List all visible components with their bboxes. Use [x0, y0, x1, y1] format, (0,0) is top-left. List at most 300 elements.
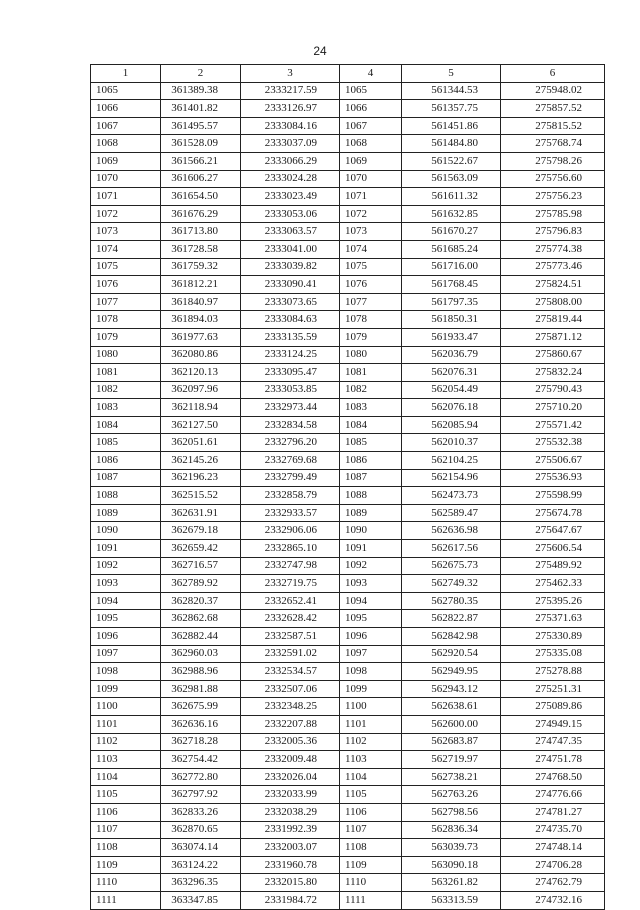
table-cell: 1077: [91, 293, 161, 311]
table-cell: 275790.43: [501, 381, 605, 399]
table-cell: 2332348.25: [241, 698, 340, 716]
table-cell: 1092: [340, 557, 402, 575]
table-cell: 275857.52: [501, 100, 605, 118]
table-header-row: [91, 65, 605, 83]
table-cell: 563090.18: [402, 856, 501, 874]
table-cell: 275571.42: [501, 416, 605, 434]
table-cell: 1076: [91, 276, 161, 294]
table-row: [91, 346, 605, 364]
table-cell: 2332652.41: [241, 592, 340, 610]
table-cell: 562842.98: [402, 628, 501, 646]
table-cell: 362716.57: [161, 557, 241, 575]
table-cell: 562798.56: [402, 803, 501, 821]
table-cell: 275832.24: [501, 364, 605, 382]
table-row: [91, 434, 605, 452]
table-cell: 1080: [340, 346, 402, 364]
table-cell: 1065: [340, 82, 402, 100]
table-cell: 2333124.25: [241, 346, 340, 364]
table-cell: 562636.98: [402, 522, 501, 540]
table-cell: 1071: [91, 188, 161, 206]
table-cell: 562085.94: [402, 416, 501, 434]
table-cell: 2333090.41: [241, 276, 340, 294]
table-row: [91, 311, 605, 329]
table-cell: 362080.86: [161, 346, 241, 364]
table-cell: 275808.00: [501, 293, 605, 311]
table-cell: 275278.88: [501, 663, 605, 681]
table-cell: 563039.73: [402, 839, 501, 857]
table-cell: 275756.60: [501, 170, 605, 188]
table-cell: 1103: [91, 751, 161, 769]
table-cell: 1075: [91, 258, 161, 276]
table-cell: 2332591.02: [241, 645, 340, 663]
table-cell: 2332033.99: [241, 786, 340, 804]
table-cell: 362118.94: [161, 399, 241, 417]
table-cell: 1084: [340, 416, 402, 434]
table-row: [91, 768, 605, 786]
table-cell: 361566.21: [161, 152, 241, 170]
table-cell: 1078: [91, 311, 161, 329]
table-cell: 2333073.65: [241, 293, 340, 311]
table-row: [91, 698, 605, 716]
table-cell: 1087: [340, 469, 402, 487]
table-cell: 274949.15: [501, 715, 605, 733]
table-cell: 1110: [340, 874, 402, 892]
table-row: [91, 399, 605, 417]
table-cell: 1073: [91, 223, 161, 241]
table-cell: 1070: [91, 170, 161, 188]
table-cell: 561357.75: [402, 100, 501, 118]
table-cell: 1090: [340, 522, 402, 540]
table-cell: 275330.89: [501, 628, 605, 646]
table-cell: 2332906.06: [241, 522, 340, 540]
table-cell: 275824.51: [501, 276, 605, 294]
table-row: [91, 715, 605, 733]
table-cell: 1097: [91, 645, 161, 663]
table-cell: 1086: [91, 452, 161, 470]
table-cell: 361894.03: [161, 311, 241, 329]
table-cell: 274748.14: [501, 839, 605, 857]
table-cell: 2333217.59: [241, 82, 340, 100]
table-cell: 2332587.51: [241, 628, 340, 646]
table-row: [91, 117, 605, 135]
table-cell: 362882.44: [161, 628, 241, 646]
table-cell: 1093: [91, 575, 161, 593]
table-cell: 361977.63: [161, 328, 241, 346]
table-cell: 1090: [91, 522, 161, 540]
table-cell: 1084: [91, 416, 161, 434]
table-cell: 274768.50: [501, 768, 605, 786]
table-cell: 2333084.16: [241, 117, 340, 135]
table-cell: 1108: [91, 839, 161, 857]
table-cell: 361606.27: [161, 170, 241, 188]
table-cell: 1079: [91, 328, 161, 346]
table-cell: 562920.54: [402, 645, 501, 663]
table-cell: 562036.79: [402, 346, 501, 364]
table-cell: 362988.96: [161, 663, 241, 681]
table-cell: 562836.34: [402, 821, 501, 839]
table-cell: 1066: [340, 100, 402, 118]
table-cell: 2333063.57: [241, 223, 340, 241]
coordinates-table: [90, 64, 605, 910]
table-cell: 275647.67: [501, 522, 605, 540]
table-cell: 1095: [91, 610, 161, 628]
table-cell: 561522.67: [402, 152, 501, 170]
table-cell: 1069: [91, 152, 161, 170]
table-cell: 1094: [340, 592, 402, 610]
table-cell: 563313.59: [402, 891, 501, 909]
table-cell: 2332207.88: [241, 715, 340, 733]
table-row: [91, 645, 605, 663]
table-cell: 275773.46: [501, 258, 605, 276]
table-row: [91, 557, 605, 575]
table-cell: 2333095.47: [241, 364, 340, 382]
table-cell: 362051.61: [161, 434, 241, 452]
table-cell: 1083: [91, 399, 161, 417]
table-cell: 275489.92: [501, 557, 605, 575]
table-cell: 562473.73: [402, 487, 501, 505]
table-row: [91, 276, 605, 294]
table-cell: 1068: [340, 135, 402, 153]
table-row: [91, 522, 605, 540]
table-cell: 562589.47: [402, 504, 501, 522]
table-cell: 1096: [340, 628, 402, 646]
table-cell: 1111: [91, 891, 161, 909]
table-cell: 275774.38: [501, 240, 605, 258]
table-cell: 2333066.29: [241, 152, 340, 170]
table-cell: 1100: [91, 698, 161, 716]
table-cell: 1071: [340, 188, 402, 206]
table-cell: 275506.67: [501, 452, 605, 470]
table-cell: 2332973.44: [241, 399, 340, 417]
table-cell: 274762.79: [501, 874, 605, 892]
table-cell: 275756.23: [501, 188, 605, 206]
table-cell: 1105: [340, 786, 402, 804]
table-cell: 562054.49: [402, 381, 501, 399]
table-cell: 274751.78: [501, 751, 605, 769]
table-row: [91, 803, 605, 821]
table-cell: 1081: [91, 364, 161, 382]
column-header: 1: [91, 65, 161, 83]
table-cell: 2332799.49: [241, 469, 340, 487]
table-cell: 1085: [340, 434, 402, 452]
table-cell: 2332026.04: [241, 768, 340, 786]
table-cell: 275335.08: [501, 645, 605, 663]
table-cell: 561344.53: [402, 82, 501, 100]
table-row: [91, 487, 605, 505]
table-cell: 561768.45: [402, 276, 501, 294]
table-cell: 1087: [91, 469, 161, 487]
table-cell: 1106: [91, 803, 161, 821]
table-row: [91, 733, 605, 751]
table-cell: 362127.50: [161, 416, 241, 434]
table-cell: 561484.80: [402, 135, 501, 153]
table-cell: 2333084.63: [241, 311, 340, 329]
table-cell: 1107: [340, 821, 402, 839]
table-cell: 2332769.68: [241, 452, 340, 470]
table-cell: 1111: [340, 891, 402, 909]
table-cell: 1079: [340, 328, 402, 346]
table-cell: 562943.12: [402, 680, 501, 698]
table-cell: 562675.73: [402, 557, 501, 575]
table-cell: 2333023.49: [241, 188, 340, 206]
table-cell: 274732.16: [501, 891, 605, 909]
table-cell: 2333053.85: [241, 381, 340, 399]
table-cell: 562949.95: [402, 663, 501, 681]
table-cell: 561716.00: [402, 258, 501, 276]
table-cell: 1069: [340, 152, 402, 170]
table-cell: 1098: [91, 663, 161, 681]
table-cell: 362960.03: [161, 645, 241, 663]
table-row: [91, 839, 605, 857]
table-cell: 362718.28: [161, 733, 241, 751]
table-cell: 362772.80: [161, 768, 241, 786]
table-cell: 1097: [340, 645, 402, 663]
table-row: [91, 786, 605, 804]
table-cell: 2333039.82: [241, 258, 340, 276]
table-cell: 1082: [340, 381, 402, 399]
table-row: [91, 504, 605, 522]
table-row: [91, 452, 605, 470]
table-cell: 563261.82: [402, 874, 501, 892]
table-cell: 561933.47: [402, 328, 501, 346]
table-cell: 361759.32: [161, 258, 241, 276]
table-cell: 362754.42: [161, 751, 241, 769]
table-cell: 2332507.06: [241, 680, 340, 698]
table-row: [91, 205, 605, 223]
column-header: 5: [402, 65, 501, 83]
table-row: [91, 628, 605, 646]
table-cell: 1086: [340, 452, 402, 470]
table-row: [91, 152, 605, 170]
table-cell: 562600.00: [402, 715, 501, 733]
table-cell: 2332038.29: [241, 803, 340, 821]
table-cell: 562719.97: [402, 751, 501, 769]
table-cell: 1091: [340, 540, 402, 558]
table-cell: 1073: [340, 223, 402, 241]
table-cell: 275710.20: [501, 399, 605, 417]
table-cell: 1075: [340, 258, 402, 276]
table-cell: 1066: [91, 100, 161, 118]
table-cell: 562010.37: [402, 434, 501, 452]
table-row: [91, 821, 605, 839]
table-cell: 361713.80: [161, 223, 241, 241]
table-cell: 275089.86: [501, 698, 605, 716]
table-row: [91, 891, 605, 909]
table-cell: 1106: [340, 803, 402, 821]
table-cell: 2332003.07: [241, 839, 340, 857]
column-header: 4: [340, 65, 402, 83]
table-cell: 1099: [91, 680, 161, 698]
table-cell: 2332719.75: [241, 575, 340, 593]
table-cell: 362675.99: [161, 698, 241, 716]
table-cell: 2332933.57: [241, 504, 340, 522]
table-cell: 1096: [91, 628, 161, 646]
table-cell: 274781.27: [501, 803, 605, 821]
table-cell: 362981.88: [161, 680, 241, 698]
table-cell: 2332747.98: [241, 557, 340, 575]
table-cell: 1103: [340, 751, 402, 769]
table-cell: 275532.38: [501, 434, 605, 452]
table-cell: 361401.82: [161, 100, 241, 118]
table-row: [91, 82, 605, 100]
table-cell: 362797.92: [161, 786, 241, 804]
table-cell: 1094: [91, 592, 161, 610]
table-row: [91, 188, 605, 206]
table-cell: 1067: [91, 117, 161, 135]
table-cell: 1109: [91, 856, 161, 874]
table-cell: 1102: [340, 733, 402, 751]
table-cell: 1088: [340, 487, 402, 505]
table-row: [91, 575, 605, 593]
table-cell: 562154.96: [402, 469, 501, 487]
table-cell: 1076: [340, 276, 402, 294]
table-row: [91, 381, 605, 399]
table-cell: 1072: [340, 205, 402, 223]
table-cell: 361389.38: [161, 82, 241, 100]
table-row: [91, 874, 605, 892]
table-row: [91, 856, 605, 874]
table-cell: 1074: [91, 240, 161, 258]
table-cell: 2333053.06: [241, 205, 340, 223]
table-cell: 1067: [340, 117, 402, 135]
table-cell: 275395.26: [501, 592, 605, 610]
table-cell: 1065: [91, 82, 161, 100]
table-cell: 2333135.59: [241, 328, 340, 346]
table-cell: 2331992.39: [241, 821, 340, 839]
table-cell: 275606.54: [501, 540, 605, 558]
table-cell: 275798.26: [501, 152, 605, 170]
table-cell: 562076.31: [402, 364, 501, 382]
table-cell: 1104: [91, 768, 161, 786]
table-row: [91, 170, 605, 188]
table-cell: 1101: [91, 715, 161, 733]
table-cell: 362636.16: [161, 715, 241, 733]
table-cell: 362515.52: [161, 487, 241, 505]
table-cell: 1068: [91, 135, 161, 153]
table-row: [91, 540, 605, 558]
table-cell: 361728.58: [161, 240, 241, 258]
table-cell: 275860.67: [501, 346, 605, 364]
table-row: [91, 416, 605, 434]
table-cell: 2331984.72: [241, 891, 340, 909]
table-cell: 562738.21: [402, 768, 501, 786]
table-cell: 1110: [91, 874, 161, 892]
table-cell: 1081: [340, 364, 402, 382]
table-cell: 561670.27: [402, 223, 501, 241]
table-cell: 2332865.10: [241, 540, 340, 558]
table-cell: 275948.02: [501, 82, 605, 100]
table-row: [91, 293, 605, 311]
table-cell: 1107: [91, 821, 161, 839]
table-cell: 1083: [340, 399, 402, 417]
page-number: 24: [313, 44, 327, 58]
table-body: [91, 82, 605, 909]
table-cell: 275785.98: [501, 205, 605, 223]
table-cell: 2332534.57: [241, 663, 340, 681]
table-cell: 2332796.20: [241, 434, 340, 452]
table-cell: 562749.32: [402, 575, 501, 593]
table-row: [91, 469, 605, 487]
table-cell: 362679.18: [161, 522, 241, 540]
table-cell: 1093: [340, 575, 402, 593]
table-cell: 1099: [340, 680, 402, 698]
table-cell: 363074.14: [161, 839, 241, 857]
table-row: [91, 328, 605, 346]
table-cell: 1070: [340, 170, 402, 188]
table-cell: 362097.96: [161, 381, 241, 399]
table-cell: 274706.28: [501, 856, 605, 874]
table-cell: 363124.22: [161, 856, 241, 874]
table-cell: 562763.26: [402, 786, 501, 804]
table-row: [91, 258, 605, 276]
table-cell: 361495.57: [161, 117, 241, 135]
table-row: [91, 610, 605, 628]
table-cell: 562780.35: [402, 592, 501, 610]
table-cell: 275598.99: [501, 487, 605, 505]
table-cell: 1092: [91, 557, 161, 575]
table-cell: 1109: [340, 856, 402, 874]
table-cell: 361528.09: [161, 135, 241, 153]
table-cell: 1089: [91, 504, 161, 522]
table-cell: 2332009.48: [241, 751, 340, 769]
table-cell: 274747.35: [501, 733, 605, 751]
table-cell: 1082: [91, 381, 161, 399]
table-cell: 2332834.58: [241, 416, 340, 434]
table-cell: 362870.65: [161, 821, 241, 839]
column-header: 6: [501, 65, 605, 83]
table-cell: 361676.29: [161, 205, 241, 223]
table-row: [91, 680, 605, 698]
table-cell: 1095: [340, 610, 402, 628]
table-cell: 561611.32: [402, 188, 501, 206]
table-cell: 1072: [91, 205, 161, 223]
table-cell: 362145.26: [161, 452, 241, 470]
table-cell: 1101: [340, 715, 402, 733]
table-cell: 275251.31: [501, 680, 605, 698]
table-cell: 1088: [91, 487, 161, 505]
table-cell: 561632.85: [402, 205, 501, 223]
table-row: [91, 663, 605, 681]
table-cell: 561797.35: [402, 293, 501, 311]
table-cell: 1098: [340, 663, 402, 681]
table-cell: 275462.33: [501, 575, 605, 593]
table-cell: 361840.97: [161, 293, 241, 311]
table-cell: 275768.74: [501, 135, 605, 153]
table-cell: 1085: [91, 434, 161, 452]
table-row: [91, 135, 605, 153]
table-cell: 2333126.97: [241, 100, 340, 118]
table-cell: 1074: [340, 240, 402, 258]
table-cell: 1105: [91, 786, 161, 804]
table-cell: 2333041.00: [241, 240, 340, 258]
table-cell: 275536.93: [501, 469, 605, 487]
table-cell: 275371.63: [501, 610, 605, 628]
table-cell: 2332005.36: [241, 733, 340, 751]
column-header: 2: [161, 65, 241, 83]
table-cell: 561451.86: [402, 117, 501, 135]
table-cell: 1104: [340, 768, 402, 786]
table-cell: 361654.50: [161, 188, 241, 206]
table-cell: 1100: [340, 698, 402, 716]
table-cell: 1102: [91, 733, 161, 751]
table-cell: 1108: [340, 839, 402, 857]
table-cell: 362631.91: [161, 504, 241, 522]
table-cell: 562104.25: [402, 452, 501, 470]
table-row: [91, 751, 605, 769]
table-cell: 275871.12: [501, 328, 605, 346]
table-cell: 2332628.42: [241, 610, 340, 628]
table-row: [91, 364, 605, 382]
